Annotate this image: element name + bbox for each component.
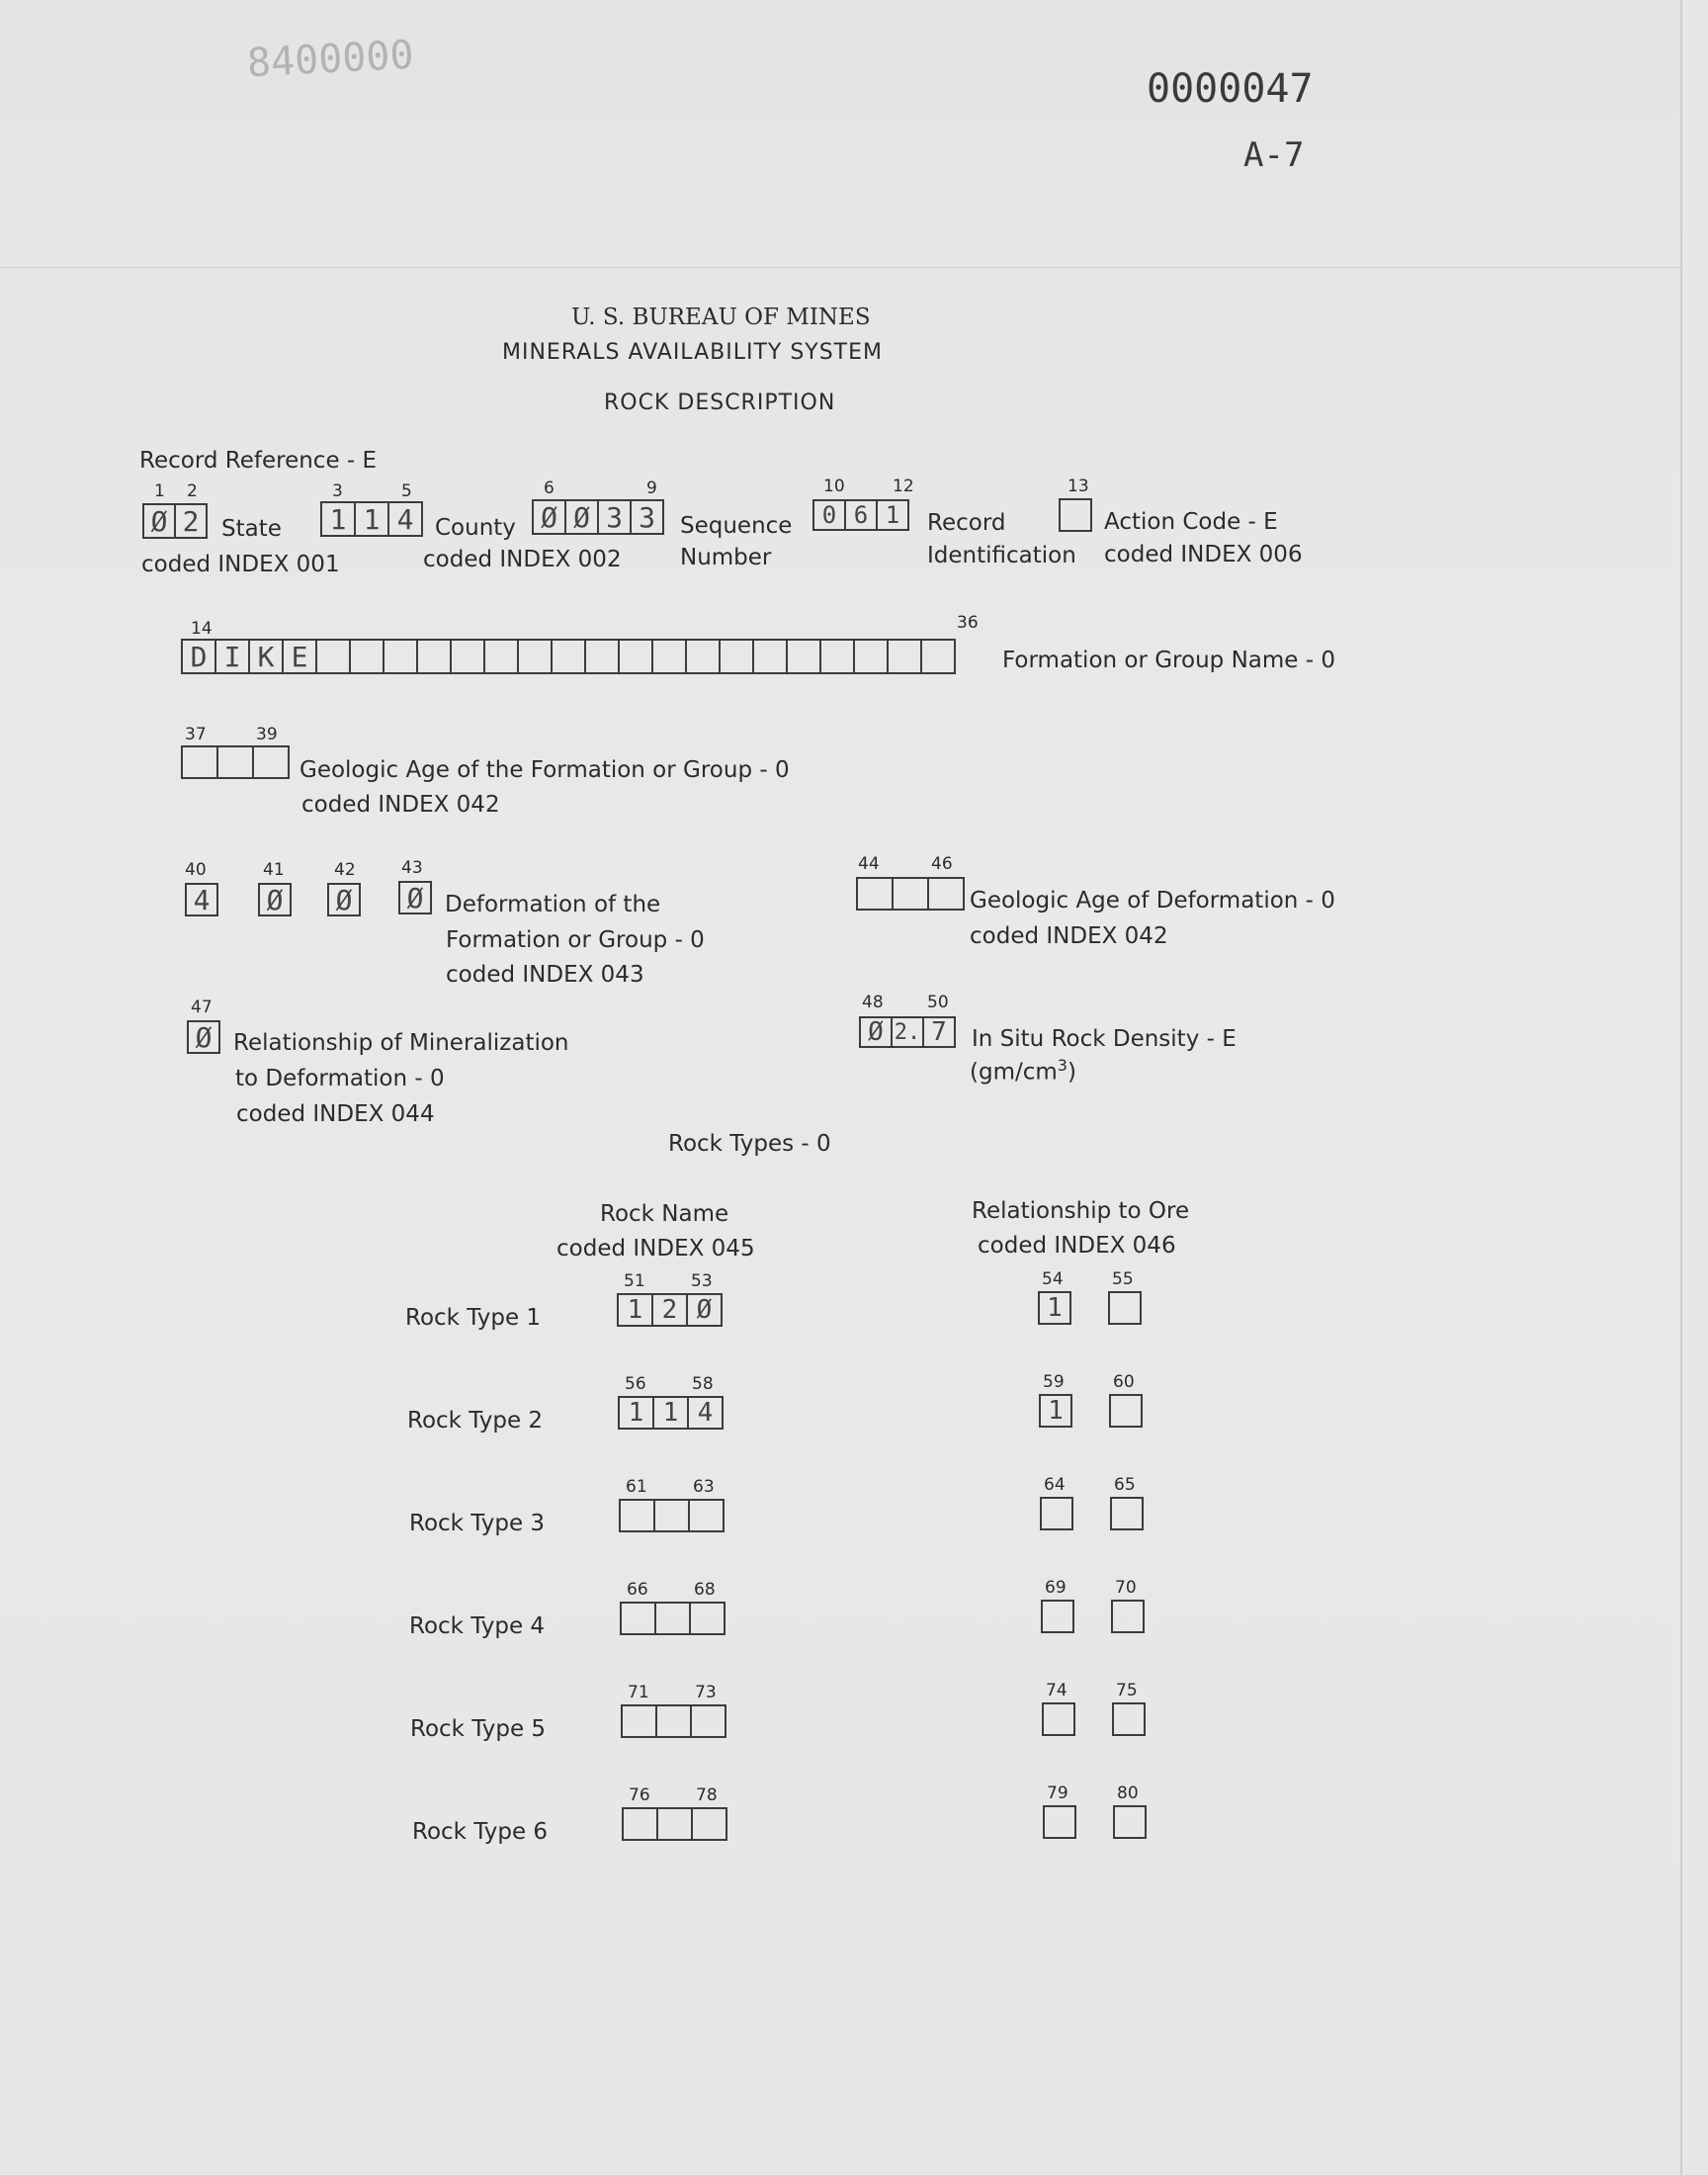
agency-title: U. S. BUREAU OF MINES [571,304,871,330]
ore-relationship-box[interactable] [1042,1702,1075,1736]
ore-col-label: 55 [1112,1269,1134,1289]
ore-col-label: 79 [1047,1784,1068,1803]
sequence-col-start: 6 [544,478,555,498]
state-index-label: coded INDEX 001 [141,552,340,577]
ore-relationship-index-header: coded INDEX 046 [978,1233,1176,1259]
ore-relationship-field[interactable] [1041,1600,1074,1633]
deformation-col-40: 40 [185,860,207,880]
geologic-age-box-1[interactable] [181,745,218,779]
rock-type-label: Rock Type 1 [405,1305,542,1331]
action-col: 13 [1068,477,1089,496]
ore-col-label: 60 [1113,1372,1135,1392]
ore-col-label: 69 [1045,1578,1067,1598]
geologic-age-box-2[interactable] [216,745,254,779]
mineralization-col: 47 [191,998,213,1017]
density-unit-exponent: 3 [1057,1056,1068,1075]
deformation-col-42: 42 [334,860,356,880]
formation-char-box[interactable]: E [282,639,317,674]
state-col-end: 2 [187,481,198,501]
density-field[interactable] [859,1016,956,1048]
formation-char-box[interactable] [551,639,586,674]
deformation-box-42[interactable]: Ø [327,883,361,916]
density-digit-1[interactable]: Ø [859,1016,893,1048]
density-unit-label [970,1058,1076,1085]
state-col-start: 1 [154,481,165,501]
deformation-box-43[interactable]: Ø [398,881,432,914]
rock-name-field[interactable] [622,1807,727,1841]
system-title: MINERALS AVAILABILITY SYSTEM [502,340,884,365]
rock-name-col-end: 63 [693,1477,715,1497]
density-digit-2[interactable]: 2. [891,1016,924,1048]
rock-name-col-start: 76 [629,1785,650,1805]
formation-char-box[interactable] [887,639,922,674]
record-reference-label: Record Reference - E [139,448,378,474]
ore-col-label: 80 [1117,1784,1139,1803]
density-unit-close: ) [1067,1059,1076,1086]
ore-relationship-box[interactable] [1109,1394,1143,1428]
mineralization-box[interactable]: Ø [187,1020,220,1054]
mineralization-field[interactable] [187,1020,220,1054]
sequence-field[interactable] [532,499,664,535]
rock-name-field[interactable] [621,1704,726,1738]
rock-name-digit[interactable]: 1 [617,1293,653,1327]
ore-relationship-box[interactable] [1111,1600,1145,1633]
rock-name-col-start: 61 [626,1477,647,1497]
county-index-label: coded INDEX 002 [423,547,622,572]
rock-name-digit[interactable] [691,1807,727,1841]
density-col-end: 50 [927,993,949,1012]
action-code-box[interactable] [1059,498,1092,532]
ore-relationship-box[interactable] [1041,1600,1074,1633]
rock-type-label: Rock Type 6 [412,1819,549,1845]
rock-name-index-header: coded INDEX 045 [556,1236,755,1262]
state-digit-1[interactable]: Ø [142,503,176,539]
ore-relationship-field[interactable] [1108,1291,1142,1325]
ore-relationship-field[interactable] [1040,1497,1073,1530]
density-unit: (gm/cm [970,1059,1058,1086]
rock-name-col-end: 68 [694,1580,716,1600]
ore-relationship-field[interactable] [1109,1394,1143,1428]
formation-char-box[interactable]: D [181,639,216,674]
faint-stamp-number: 8400000 [245,32,415,87]
county-field[interactable] [320,501,423,537]
formation-char-box[interactable] [651,639,687,674]
ore-col-label: 75 [1116,1681,1138,1700]
formation-field[interactable] [181,639,956,674]
county-digit-3[interactable]: 4 [387,501,423,537]
county-col-start: 3 [332,481,343,501]
formation-char-box[interactable] [450,639,485,674]
rock-name-col-start: 66 [627,1580,648,1600]
rock-name-digit[interactable]: 1 [652,1396,689,1430]
rock-types-title: Rock Types - 0 [668,1131,831,1157]
formation-char-box[interactable] [349,639,384,674]
action-code-index-label: coded INDEX 006 [1104,542,1303,567]
formation-char-box[interactable]: I [214,639,250,674]
formation-char-box[interactable]: K [248,639,284,674]
rock-name-digit[interactable] [688,1499,725,1532]
mineralization-label-3: coded INDEX 044 [236,1101,435,1127]
rock-type-label: Rock Type 5 [410,1716,547,1742]
deformation-field-43[interactable] [398,881,432,914]
rock-name-field[interactable] [620,1602,726,1635]
rock-name-col-start: 71 [628,1683,649,1702]
deformation-age-box-1[interactable] [856,877,894,911]
ore-col-label: 59 [1043,1372,1065,1392]
geologic-age-col-start: 37 [185,725,207,744]
page-code: A-7 [1243,135,1305,175]
deformation-age-col-start: 44 [858,854,880,874]
formation-char-box[interactable] [584,639,620,674]
rock-name-digit[interactable] [655,1704,692,1738]
deformation-age-label: Geologic Age of Deformation - 0 [970,888,1335,914]
rock-type-label: Rock Type 4 [409,1613,546,1639]
deformation-age-box-3[interactable] [927,877,965,911]
rock-name-col-end: 78 [696,1785,718,1805]
deformation-col-41: 41 [263,860,285,880]
rock-name-field[interactable] [619,1499,725,1532]
geologic-age-field[interactable] [181,745,290,779]
record-id-field[interactable] [812,499,909,531]
sequence-sub-label: Number [680,545,772,570]
sequence-digit-1[interactable]: Ø [532,499,566,535]
rock-name-digit[interactable] [653,1499,690,1532]
rock-name-field[interactable] [617,1293,723,1327]
deformation-age-box-2[interactable] [892,877,929,911]
ore-relationship-header: Relationship to Ore [972,1198,1190,1224]
record-id-digit-3[interactable]: 1 [876,499,909,531]
state-field[interactable] [142,503,208,539]
document-number: 0000047 [1147,66,1314,112]
formation-char-box[interactable] [618,639,653,674]
ore-relationship-box[interactable]: 1 [1039,1394,1072,1428]
rock-name-digit[interactable] [690,1704,726,1738]
formation-char-box[interactable] [719,639,754,674]
form-title: ROCK DESCRIPTION [604,391,836,415]
rock-name-col-start: 56 [625,1374,646,1394]
sequence-col-end: 9 [646,478,657,498]
ore-relationship-field[interactable] [1043,1805,1076,1839]
deformation-box-41[interactable]: Ø [258,883,292,916]
ore-relationship-box[interactable] [1040,1497,1073,1530]
formation-char-box[interactable] [685,639,721,674]
formation-label: Formation or Group Name - 0 [1002,648,1335,673]
ore-relationship-field[interactable] [1111,1600,1145,1633]
formation-char-box[interactable] [786,639,821,674]
sequence-digit-2[interactable]: Ø [564,499,599,535]
deformation-age-col-end: 46 [931,854,953,874]
rock-name-digit[interactable] [619,1499,655,1532]
sequence-digit-4[interactable]: 3 [630,499,664,535]
rock-name-field[interactable] [618,1396,724,1430]
ore-relationship-field[interactable] [1112,1702,1146,1736]
page-divider [0,267,1680,268]
density-label: In Situ Rock Density - E [972,1026,1237,1052]
formation-char-box[interactable] [483,639,519,674]
ore-relationship-field[interactable] [1042,1702,1075,1736]
formation-char-box[interactable] [315,639,351,674]
ore-col-label: 74 [1046,1681,1068,1700]
deformation-col-43: 43 [401,858,423,878]
deformation-label-2: Formation or Group - 0 [446,927,705,953]
action-code-label: Action Code - E [1104,509,1278,535]
mineralization-label-2: to Deformation - 0 [235,1066,445,1091]
ore-relationship-box[interactable] [1108,1291,1142,1325]
formation-char-box[interactable] [920,639,956,674]
mineralization-label-1: Relationship of Mineralization [233,1030,569,1056]
formation-char-box[interactable] [416,639,452,674]
ore-col-label: 54 [1042,1269,1064,1289]
record-id-sub-label: Identification [927,543,1076,568]
sequence-label: Sequence [680,513,793,539]
county-digit-2[interactable]: 1 [354,501,389,537]
deformation-field-41[interactable] [258,883,292,916]
rock-name-col-start: 51 [624,1271,645,1291]
ore-col-label: 70 [1115,1578,1137,1598]
deformation-box-40[interactable]: 4 [185,883,218,916]
ore-relationship-field[interactable] [1038,1291,1071,1325]
deformation-label-3: coded INDEX 043 [446,962,644,988]
rock-type-label: Rock Type 3 [409,1511,546,1536]
rock-name-digit[interactable] [621,1704,657,1738]
ore-relationship-field[interactable] [1039,1394,1072,1428]
sequence-digit-3[interactable]: 3 [597,499,632,535]
deformation-field-40[interactable] [185,883,218,916]
deformation-label-1: Deformation of the [445,892,661,917]
rock-name-header: Rock Name [600,1201,729,1227]
state-label: State [221,516,282,542]
ore-col-label: 65 [1114,1475,1136,1495]
ore-relationship-field[interactable] [1113,1805,1147,1839]
rock-name-col-end: 58 [692,1374,714,1394]
ore-relationship-box[interactable] [1113,1805,1147,1839]
ore-col-label: 64 [1044,1475,1066,1495]
formation-char-box[interactable] [819,639,855,674]
deformation-age-index-label: coded INDEX 042 [970,923,1168,949]
county-digit-1[interactable]: 1 [320,501,356,537]
rock-name-col-end: 73 [695,1683,717,1702]
density-digit-3[interactable]: 7 [922,1016,956,1048]
rock-type-label: Rock Type 2 [407,1408,544,1434]
formation-char-box[interactable] [853,639,889,674]
deformation-age-field[interactable] [856,877,965,911]
ore-relationship-box[interactable] [1043,1805,1076,1839]
action-code-field[interactable] [1059,498,1092,532]
county-col-end: 5 [401,481,412,501]
ore-relationship-box[interactable] [1110,1497,1144,1530]
rock-name-digit[interactable]: 1 [618,1396,654,1430]
ore-relationship-field[interactable] [1110,1497,1144,1530]
county-label: County [435,515,516,541]
geologic-age-label: Geologic Age of the Formation or Group - 0 [299,757,790,783]
deformation-field-42[interactable] [327,883,361,916]
geologic-age-box-3[interactable] [252,745,290,779]
formation-col-start: 14 [191,619,213,639]
record-id-col-start: 10 [823,477,845,496]
record-id-digit-1[interactable]: 0 [812,499,846,531]
rock-name-digit[interactable] [656,1807,693,1841]
geologic-age-col-end: 39 [256,725,278,744]
geologic-age-index-label: coded INDEX 042 [301,792,500,818]
rock-name-digit[interactable] [689,1602,726,1635]
rock-name-digit[interactable] [622,1807,658,1841]
state-digit-2[interactable]: 2 [174,503,208,539]
rock-name-digit[interactable]: Ø [686,1293,723,1327]
density-col-start: 48 [862,993,884,1012]
ore-relationship-box[interactable]: 1 [1038,1291,1071,1325]
ore-relationship-box[interactable] [1112,1702,1146,1736]
record-id-digit-2[interactable]: 6 [844,499,878,531]
formation-char-box[interactable] [517,639,553,674]
formation-char-box[interactable] [752,639,788,674]
rock-name-digit[interactable]: 2 [651,1293,688,1327]
formation-col-end: 36 [957,613,979,633]
record-id-col-end: 12 [893,477,914,496]
rock-name-digit[interactable] [620,1602,656,1635]
formation-char-box[interactable] [383,639,418,674]
rock-name-col-end: 53 [691,1271,713,1291]
rock-name-digit[interactable]: 4 [687,1396,724,1430]
record-id-label: Record [927,510,1006,536]
rock-name-digit[interactable] [654,1602,691,1635]
